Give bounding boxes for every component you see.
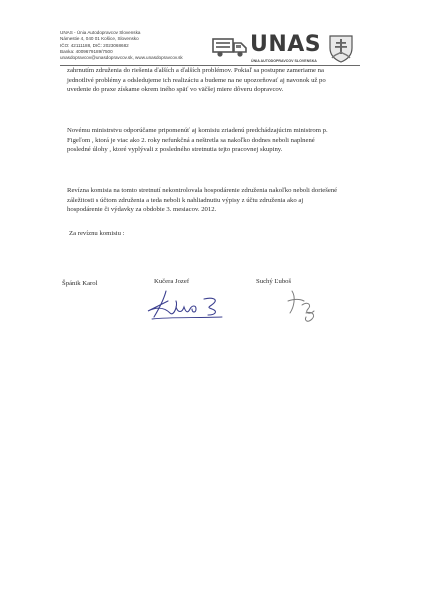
- logo-wordmark: UNAS: [250, 32, 322, 57]
- text-line: hospodárenie či výdavky za obdobie 3. mesiacov. 2012.: [67, 206, 217, 214]
- text-line: Figeľom , ktorá je viac ako 2. roky nefunkčná a neštretla sa nakoľko dodnes neboli naplnené: [67, 136, 315, 144]
- slovak-crest-icon: [328, 34, 354, 64]
- text-line: záležitosti s účtom združenia a teda neboli k nahliadnutiu výpisy z účtu združenia ako aj: [67, 196, 304, 204]
- address-line: Banka: 4009679189/7500: [60, 48, 113, 54]
- text-line: Revízna komisia na tomto stretnutí nekontrolovala hospodárenie združenia nakoľko neboli doriešené: [67, 187, 338, 194]
- paragraph-2: [67, 126, 367, 155]
- text-line: jednotlivé problémy a odsledujeme ich realizáciu a budeme na ne upozorňovať aj navonok už po: [67, 76, 326, 84]
- logo-subtitle: ÚNIA AUTODOPRAVCOV SLOVENSKA: [251, 59, 317, 63]
- text-line: posledné úlohy , ktoré vyplývali z posledného stretnutia tejto pracovnej skupiny.: [67, 146, 283, 154]
- address-line: IČO: 42111188, DIČ: 2023068682: [60, 42, 129, 48]
- address-line: Námestie 4, 040 01 Košice, Slovensko: [60, 36, 139, 42]
- text-line: uvedenie do praxe získame okrem iného späť vo väčšej miere dôveru dopravcov.: [67, 86, 284, 94]
- handwritten-signature: [284, 287, 324, 327]
- signatory-name: Suchý Ľuboš: [256, 278, 292, 285]
- handwritten-signature: [146, 287, 226, 323]
- text-line: zahrnutím združenia do riešenia ďalších a ďalších problémov. Pokiaľ sa postupne zameriame na: [67, 67, 324, 74]
- paragraph-3: [67, 186, 367, 215]
- unas-logo: [212, 34, 360, 66]
- truck-icon: [212, 36, 248, 58]
- paragraph-1: [67, 66, 367, 95]
- letterhead-address: [60, 30, 210, 61]
- address-line: UNAS - Únia Autodopravcov Slovenska: [60, 30, 141, 35]
- committee-label: Za revíznu komisiu :: [69, 230, 125, 237]
- text-line: Novému ministrstvu odporúčame pripomenúť aj komisiu zriadenú predchádzajúcim ministrom p.: [67, 127, 328, 134]
- signatory-name: Kučera Jozef: [154, 278, 190, 285]
- address-line: unasdopravcov@unasdopravcov.sk, www.unasdopravcov.sk: [60, 55, 183, 61]
- signatory-name: Špánik Karol: [62, 280, 98, 287]
